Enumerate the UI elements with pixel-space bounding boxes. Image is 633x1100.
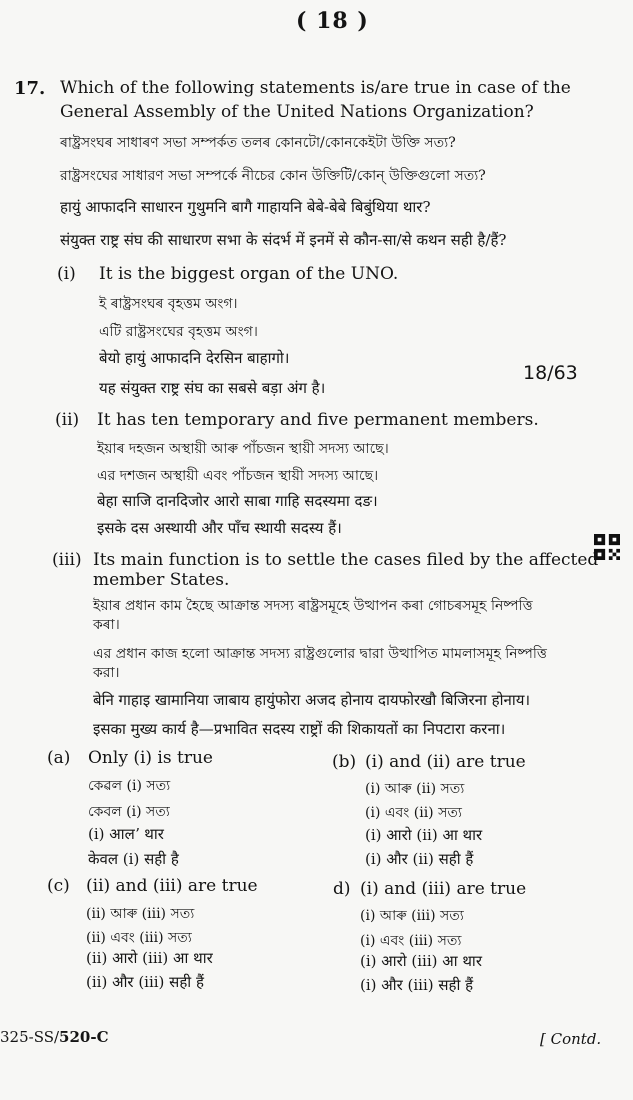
statement-bodo: बेहा साजि दानदिजोर आरो साबा गाहि सदस्यमा दङ। <box>97 492 378 510</box>
option-bengali: কেবল (i) সত্য <box>88 804 170 820</box>
paper-code-prefix: 325-SS/ <box>0 1028 60 1046</box>
continued-marker: [ Contd. <box>540 1030 602 1048</box>
page-number: ( 18 ) <box>296 8 369 34</box>
option-label: d) <box>333 879 351 899</box>
statement-english: It has ten temporary and five permanent members. <box>97 410 539 430</box>
option-english: Only (i) is true <box>88 748 213 768</box>
statement-hindi: इसके दस अस्थायी और पाँच स्थायी सदस्य हैं। <box>97 519 342 537</box>
side-note: 18/63 <box>523 362 578 384</box>
statement-bengali: এর দশজন অস্থায়ী এবং পাঁচজন স্থায়ী সদস্য আছে। <box>97 468 379 484</box>
statement-english: member States. <box>93 570 230 590</box>
option-bodo: (ii) आरो (iii) आ थार <box>86 949 213 967</box>
option-bengali: (i) এবং (iii) সত্য <box>360 933 462 949</box>
statement-assamese: ইয়াৰ দহজন অস্থায়ী আৰু পাঁচজন স্থায়ী সদস্য আছে। <box>97 441 389 457</box>
option-hindi: केवल (i) सही है <box>88 850 179 868</box>
option-assamese: কেৱল (i) সত্য <box>88 778 171 794</box>
statement-hindi: इसका मुख्य कार्य है—प्रभावित सदस्य राष्ट्रों की शिकायतों का निपटारा करना। <box>93 720 506 738</box>
option-assamese: (i) আৰু (iii) সত্য <box>360 908 464 924</box>
statement-bodo: बेनि गाहाइ खामानिया जाबाय हायुंफोरा अजद होनाय दायफोरखौ बिजिरना होनाय। <box>93 691 531 709</box>
option-bodo: (i) आलʼ थार <box>88 825 164 843</box>
option-label: (b) <box>332 752 357 772</box>
question-bodo: हायुं आफादनि साधारन गुथुमनि बागै गाहायनि बेबे-बेबे बिबुंथिया थार? <box>60 198 431 216</box>
statement-bengali: এর প্রধান কাজ হলো আক্রান্ত সদস্য রাষ্ট্রগুলোর দ্বারা উত্থাপিত মামলাসমূহ নিষ্পত্তি <box>93 646 547 662</box>
statement-bodo: बेयो हायुं आफादनि देरसिन बाहागो। <box>99 349 290 367</box>
question-hindi: संयुक्त राष्ट्र संघ की साधारण सभा के संदर्भ में इनमें से कौन-सा/से कथन सही है/हैं? <box>60 231 507 249</box>
option-bodo: (i) आरो (iii) आ थार <box>360 952 482 970</box>
statement-label: (ii) <box>55 410 80 430</box>
statement-english: It is the biggest organ of the UNO. <box>99 264 399 284</box>
option-english: (i) and (iii) are true <box>360 879 527 899</box>
option-bengali: (ii) এবং (iii) সত্য <box>86 930 192 946</box>
option-label: (a) <box>47 748 71 768</box>
paper-code <box>0 1028 109 1046</box>
question-number: 17. <box>14 78 46 99</box>
question-assamese: ৰাষ্ট্ৰসংঘৰ সাধাৰণ সভা সম্পৰ্কত তলৰ কোনটো/কোনকেইটা উক্তি সত্য? <box>60 135 456 151</box>
option-hindi: (i) और (iii) सही हैं <box>360 976 474 994</box>
statement-hindi: यह संयुक्त राष्ट्र संघ का सबसे बड़ा अंग है। <box>99 379 326 397</box>
option-bodo: (i) आरो (ii) आ थार <box>365 826 483 844</box>
paper-code-set: 520-C <box>59 1028 109 1046</box>
question-english-line2: General Assembly of the United Nations Organization? <box>60 102 534 122</box>
statement-label: (iii) <box>52 550 82 570</box>
option-label: (c) <box>47 876 70 896</box>
option-bengali: (i) এবং (ii) সত্য <box>365 805 462 821</box>
question-english-line1: Which of the following statements is/are true in case of the <box>60 78 571 98</box>
option-english: (i) and (ii) are true <box>365 752 526 772</box>
option-assamese: (ii) আৰু (iii) সত্য <box>86 906 195 922</box>
option-hindi: (i) और (ii) सही हैं <box>365 850 474 868</box>
option-assamese: (i) আৰু (ii) সত্য <box>365 781 465 797</box>
statement-assamese: ই ৰাষ্ট্ৰসংঘৰ বৃহত্তম অংগ। <box>99 296 238 312</box>
statement-english: Its main function is to settle the cases filed by the affected <box>93 550 599 570</box>
statement-assamese: ইয়াৰ প্ৰধান কাম হৈছে আক্ৰান্ত সদস্য ৰাষ্ট্ৰসমূহে উত্থাপন কৰা গোচৰসমূহ নিষ্পত্তি <box>93 598 533 614</box>
question-bengali: রাষ্ট্রসংঘের সাধারণ সভা সম্পর্কে নীচের কোন উক্তিটি/কোন্ উক্তিগুলো সত্য? <box>60 168 486 184</box>
statement-label: (i) <box>57 264 76 284</box>
statement-assamese: কৰা। <box>93 617 120 633</box>
option-hindi: (ii) और (iii) सही हैं <box>86 973 204 991</box>
option-english: (ii) and (iii) are true <box>86 876 258 896</box>
statement-bengali: করা। <box>93 665 120 681</box>
statement-bengali: এটি রাষ্ট্রসংঘের বৃহত্তম অংগ। <box>99 324 258 340</box>
